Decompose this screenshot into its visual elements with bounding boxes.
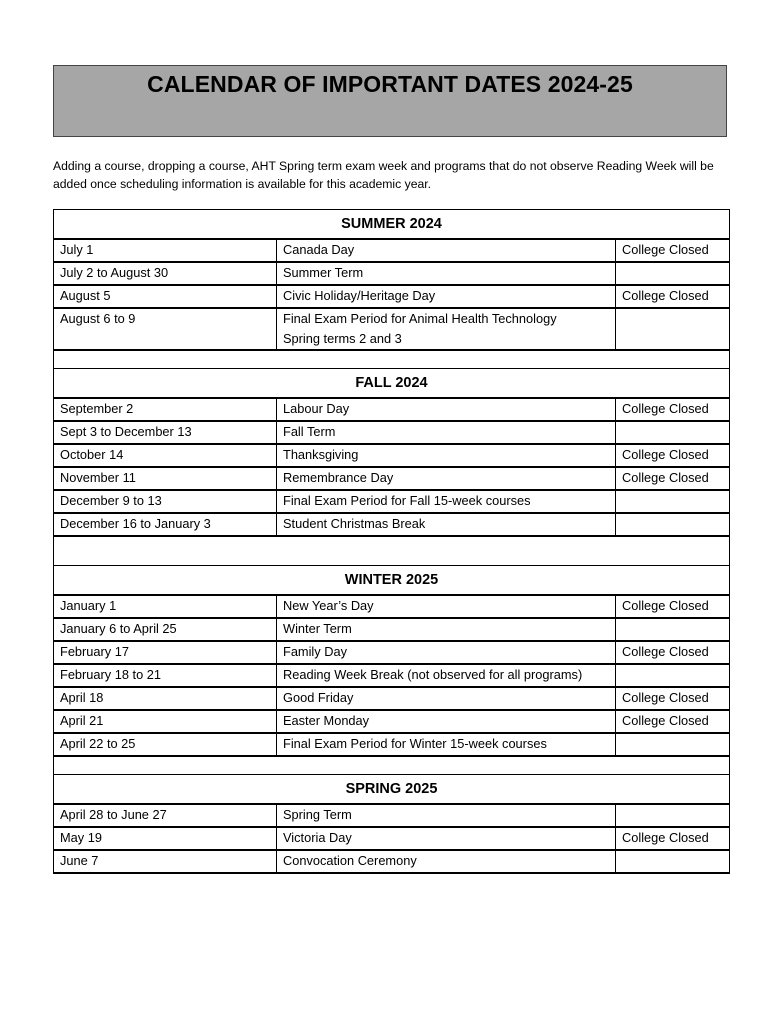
event-cell: Student Christmas Break <box>277 513 616 536</box>
note-cell <box>616 850 730 873</box>
note-cell <box>616 513 730 536</box>
page-title: CALENDAR OF IMPORTANT DATES 2024-25 <box>147 71 633 97</box>
date-cell: January 1 <box>54 595 277 618</box>
date-cell: May 19 <box>54 827 277 850</box>
note-cell: College Closed <box>616 827 730 850</box>
event-cell: Good Friday <box>277 687 616 710</box>
table-row <box>54 618 730 641</box>
event-cell: Reading Week Break (not observed for all programs) <box>277 664 616 687</box>
event-cell: Fall Term <box>277 421 616 444</box>
date-cell: April 22 to 25 <box>54 733 277 756</box>
table-row <box>54 827 730 850</box>
date-cell: February 17 <box>54 641 277 664</box>
date-cell: February 18 to 21 <box>54 664 277 687</box>
section-heading: FALL 2024 <box>54 369 730 399</box>
note-cell <box>616 490 730 513</box>
note-cell: College Closed <box>616 285 730 308</box>
table-row <box>54 733 730 756</box>
section-heading: SUMMER 2024 <box>54 210 730 240</box>
event-cell: Victoria Day <box>277 827 616 850</box>
section-heading: WINTER 2025 <box>54 566 730 596</box>
note-cell <box>616 308 730 350</box>
event-cell: Winter Term <box>277 618 616 641</box>
title-banner <box>53 65 727 137</box>
table-row <box>54 285 730 308</box>
note-cell: College Closed <box>616 444 730 467</box>
event-cell: Summer Term <box>277 262 616 285</box>
note-cell <box>616 262 730 285</box>
section-header-summer <box>54 210 730 240</box>
table-row <box>54 444 730 467</box>
note-cell <box>616 804 730 827</box>
event-cell: Labour Day <box>277 398 616 421</box>
spacer-row <box>54 756 730 775</box>
event-cell: Final Exam Period for Winter 15-week courses <box>277 733 616 756</box>
date-cell: December 16 to January 3 <box>54 513 277 536</box>
date-cell: June 7 <box>54 850 277 873</box>
event-cell: Final Exam Period for Fall 15-week courses <box>277 490 616 513</box>
note-cell <box>616 733 730 756</box>
note-cell <box>616 664 730 687</box>
event-cell: Civic Holiday/Heritage Day <box>277 285 616 308</box>
date-cell: December 9 to 13 <box>54 490 277 513</box>
calendar-table <box>53 209 730 874</box>
date-cell: October 14 <box>54 444 277 467</box>
date-cell: April 18 <box>54 687 277 710</box>
note-cell: College Closed <box>616 398 730 421</box>
event-cell: Convocation Ceremony <box>277 850 616 873</box>
table-row <box>54 664 730 687</box>
note-cell: College Closed <box>616 641 730 664</box>
table-row <box>54 641 730 664</box>
date-cell: April 21 <box>54 710 277 733</box>
date-cell: September 2 <box>54 398 277 421</box>
event-cell: Family Day <box>277 641 616 664</box>
table-row <box>54 513 730 536</box>
table-row <box>54 467 730 490</box>
note-cell <box>616 618 730 641</box>
note-cell: College Closed <box>616 595 730 618</box>
note-cell <box>616 421 730 444</box>
note-cell: College Closed <box>616 239 730 262</box>
section-header-winter <box>54 566 730 596</box>
table-row <box>54 687 730 710</box>
table-row <box>54 804 730 827</box>
section-header-spring <box>54 775 730 805</box>
event-cell: Spring Term <box>277 804 616 827</box>
event-cell <box>277 308 616 350</box>
date-cell: August 6 to 9 <box>54 308 277 350</box>
event-line: Spring terms 2 and 3 <box>283 331 402 346</box>
date-cell: August 5 <box>54 285 277 308</box>
table-row <box>54 308 730 350</box>
event-cell: Remembrance Day <box>277 467 616 490</box>
spacer-row <box>54 536 730 566</box>
note-cell: College Closed <box>616 467 730 490</box>
date-cell: Sept 3 to December 13 <box>54 421 277 444</box>
date-cell: January 6 to April 25 <box>54 618 277 641</box>
section-header-fall <box>54 369 730 399</box>
event-line: Final Exam Period for Animal Health Technology <box>283 311 557 326</box>
event-cell: New Year’s Day <box>277 595 616 618</box>
event-cell: Thanksgiving <box>277 444 616 467</box>
table-row <box>54 710 730 733</box>
date-cell: July 1 <box>54 239 277 262</box>
table-row <box>54 490 730 513</box>
section-heading: SPRING 2025 <box>54 775 730 805</box>
table-row <box>54 850 730 873</box>
event-cell: Easter Monday <box>277 710 616 733</box>
table-row <box>54 421 730 444</box>
event-cell: Canada Day <box>277 239 616 262</box>
table-row <box>54 239 730 262</box>
intro-note: Adding a course, dropping a course, AHT Spring term exam week and programs that do not observe Reading Week will be added once scheduling information is available for this academic year. <box>53 159 714 191</box>
note-cell: College Closed <box>616 687 730 710</box>
table-row <box>54 398 730 421</box>
table-row <box>54 262 730 285</box>
spacer-row <box>54 350 730 369</box>
date-cell: April 28 to June 27 <box>54 804 277 827</box>
table-row <box>54 595 730 618</box>
date-cell: July 2 to August 30 <box>54 262 277 285</box>
note-cell: College Closed <box>616 710 730 733</box>
date-cell: November 11 <box>54 467 277 490</box>
